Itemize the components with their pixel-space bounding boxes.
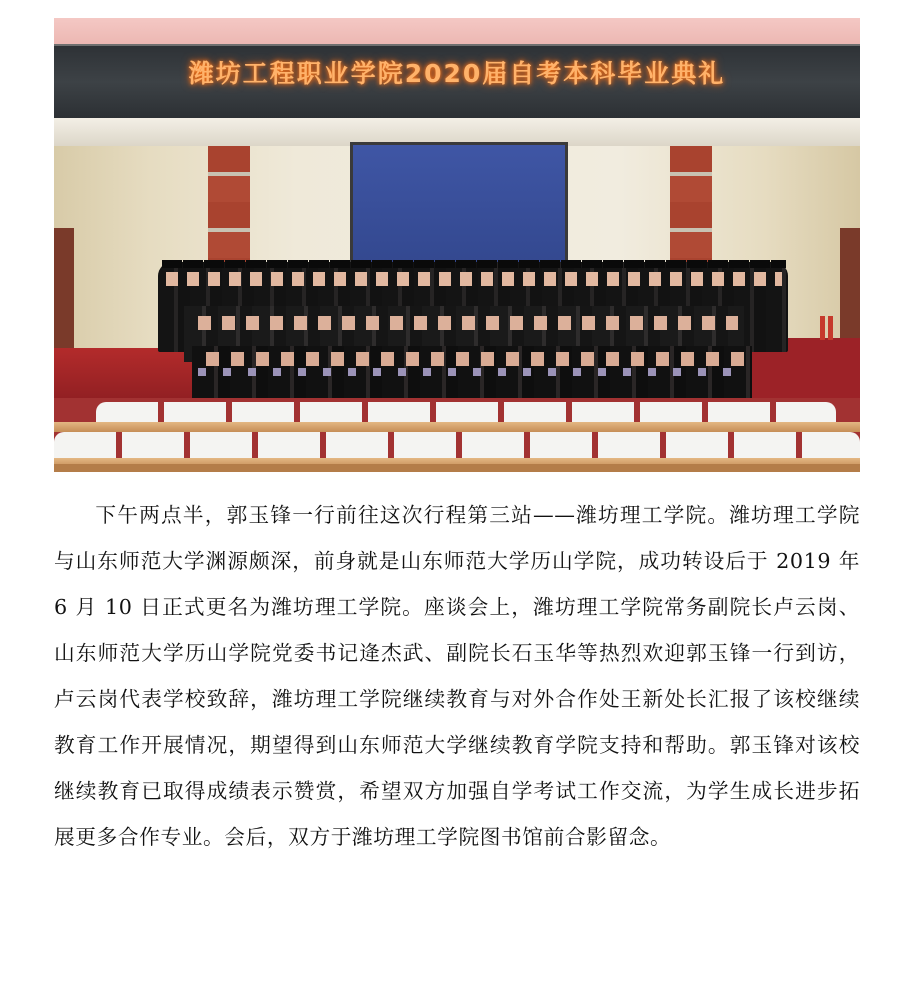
middle-row-faces	[198, 316, 738, 330]
graduation-group-photo	[54, 18, 860, 472]
back-row-faces	[166, 272, 782, 286]
desk-row	[54, 422, 860, 432]
article-paragraph: 下午两点半，郭玉锋一行前往这次行程第三站——潍坊理工学院。潍坊理工学院与山东师范大学渊源颇深，前身就是山东师范大学历山学院，成功转设后于 2019 年 6 月 10 日正式更名为潍坊理工学院。座谈会上，潍坊理工学院常务副院长卢云岗、山东师范大学历山学院党委书记逄杰武、副院长石玉华等热烈欢迎郭玉锋一行到访，卢云岗代表学校致辞，潍坊理工学院继续教育与对外合作处王新处长汇报了该校继续教育工作开展情况，期望得到山东师范大学继续教育学院支持和帮助。郭玉锋对该校继续教育已取得成绩表示赞赏，希望双方加强自学考试工作交流，为学生成长进步拓展更多合作专业。会后，双方于潍坊理工学院图书馆前合影留念。	[54, 503, 860, 849]
left-door	[54, 228, 74, 356]
front-row-faces	[206, 352, 746, 366]
projection-screen	[353, 145, 565, 265]
banner-text: 潍坊工程职业学院2020届自考本科毕业典礼	[188, 59, 726, 88]
graduation-caps	[162, 260, 786, 268]
fire-extinguisher	[820, 316, 825, 340]
gown-collars	[198, 368, 738, 376]
graduates-group	[158, 256, 788, 400]
fire-extinguisher	[828, 316, 833, 340]
right-door	[840, 228, 860, 356]
desk-row	[54, 464, 860, 472]
